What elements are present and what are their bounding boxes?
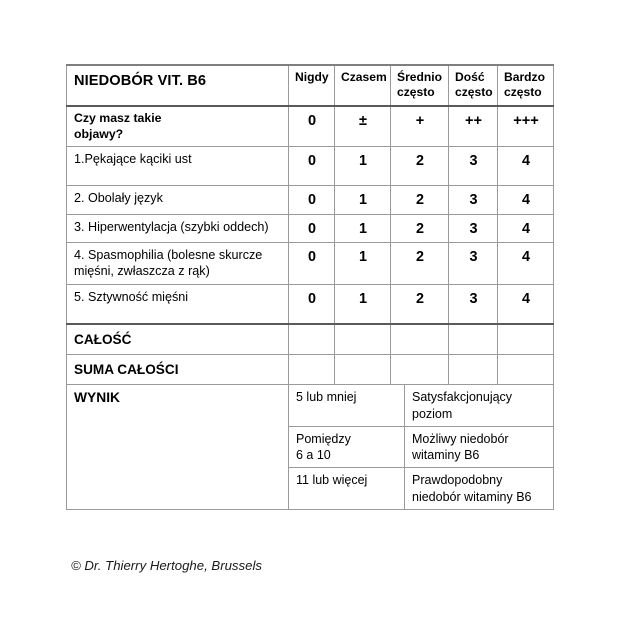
- column-header-bardzo-line2: często: [504, 85, 542, 100]
- symptom-label-5: 5. Sztywność mięśni: [67, 284, 289, 324]
- result-range-2-line1: Pomiędzy: [296, 431, 351, 446]
- result-scale-container: [289, 385, 554, 510]
- symptom-3-score-srednio[interactable]: 2: [391, 214, 449, 242]
- column-header-dosc-line1: Dość: [455, 70, 485, 84]
- total-suma-czasem[interactable]: [335, 354, 391, 384]
- total-calosc-nigdy[interactable]: [289, 324, 335, 355]
- total-calosc-srednio[interactable]: [391, 324, 449, 355]
- column-header-dosc-czesto: [449, 65, 498, 106]
- column-header-czasem: Czasem: [335, 65, 391, 106]
- copyright-credit: © Dr. Thierry Hertoghe, Brussels: [71, 558, 262, 573]
- result-scale-row: [289, 468, 553, 509]
- symptom-1-score-srednio[interactable]: 2: [391, 147, 449, 186]
- column-header-nigdy: Nigdy: [289, 65, 335, 106]
- legend-value-srednio: +: [391, 106, 449, 147]
- symptom-4-score-czasem[interactable]: 1: [335, 243, 391, 284]
- total-suma-srednio[interactable]: [391, 354, 449, 384]
- total-suma-bardzo[interactable]: [498, 354, 554, 384]
- symptom-1-score-nigdy[interactable]: 0: [289, 147, 335, 186]
- symptom-3-score-bardzo[interactable]: 4: [498, 214, 554, 242]
- legend-value-bardzo: +++: [498, 106, 554, 147]
- total-suma-nigdy[interactable]: [289, 354, 335, 384]
- symptom-2-score-srednio[interactable]: 2: [391, 186, 449, 214]
- symptom-2-score-dosc[interactable]: 3: [449, 186, 498, 214]
- symptom-label-3: 3. Hiperwentylacja (szybki oddech): [67, 214, 289, 242]
- symptom-4-score-nigdy[interactable]: 0: [289, 243, 335, 284]
- symptom-1-score-czasem[interactable]: 1: [335, 147, 391, 186]
- symptom-1-score-bardzo[interactable]: 4: [498, 147, 554, 186]
- result-verdict-1: Satysfakcjonujący poziom: [405, 385, 554, 426]
- symptom-2-score-nigdy[interactable]: 0: [289, 186, 335, 214]
- table-row: [67, 243, 554, 284]
- symptom-5-score-nigdy[interactable]: 0: [289, 284, 335, 324]
- total-calosc-bardzo[interactable]: [498, 324, 554, 355]
- result-row: [67, 385, 554, 510]
- symptom-5-score-dosc[interactable]: 3: [449, 284, 498, 324]
- column-header-srednio-line2: często: [397, 85, 435, 100]
- total-label-calosc: CAŁOŚĆ: [67, 324, 289, 355]
- total-calosc-czasem[interactable]: [335, 324, 391, 355]
- result-range-2: [289, 426, 405, 468]
- legend-value-nigdy: 0: [289, 106, 335, 147]
- symptom-label-4: 4. Spasmophilia (bolesne skurcze mięśni, zwłaszcza z rąk): [67, 243, 289, 284]
- total-calosc-dosc[interactable]: [449, 324, 498, 355]
- symptom-4-score-bardzo[interactable]: 4: [498, 243, 554, 284]
- symptom-2-score-bardzo[interactable]: 4: [498, 186, 554, 214]
- vitamin-b6-deficiency-table: [66, 64, 554, 510]
- column-header-bardzo-line1: Bardzo: [504, 70, 545, 84]
- table-row: [67, 186, 554, 214]
- symptom-4-score-srednio[interactable]: 2: [391, 243, 449, 284]
- table-row: [67, 284, 554, 324]
- result-range-1: 5 lub mniej: [289, 385, 405, 426]
- total-row-suma-calosci: [67, 354, 554, 384]
- result-scale-row: [289, 385, 553, 426]
- legend-value-czasem: ±: [335, 106, 391, 147]
- result-range-3: 11 lub więcej: [289, 468, 405, 509]
- symptom-1-score-dosc[interactable]: 3: [449, 147, 498, 186]
- legend-value-dosc: ++: [449, 106, 498, 147]
- legend-question-line2: objawy?: [74, 126, 124, 141]
- symptom-3-score-nigdy[interactable]: 0: [289, 214, 335, 242]
- symptom-label-2: 2. Obolały język: [67, 186, 289, 214]
- symptom-5-score-srednio[interactable]: 2: [391, 284, 449, 324]
- result-verdict-2: Możliwy niedobór witaminy B6: [405, 426, 554, 468]
- table-row: [67, 147, 554, 186]
- result-scale-row: [289, 426, 553, 468]
- column-header-dosc-line2: często: [455, 85, 493, 100]
- symptom-2-score-czasem[interactable]: 1: [335, 186, 391, 214]
- symptom-4-score-dosc[interactable]: 3: [449, 243, 498, 284]
- result-verdict-3: Prawdopodobny niedobór witaminy B6: [405, 468, 554, 509]
- symptom-3-score-czasem[interactable]: 1: [335, 214, 391, 242]
- column-header-bardzo-czesto: [498, 65, 554, 106]
- total-suma-dosc[interactable]: [449, 354, 498, 384]
- legend-row: [67, 106, 554, 147]
- result-range-2-line2: 6 a 10: [296, 448, 331, 463]
- symptom-5-score-czasem[interactable]: 1: [335, 284, 391, 324]
- column-header-srednio-line1: Średnio: [397, 70, 443, 84]
- table-header-row: [67, 65, 554, 106]
- legend-question-line1: Czy masz takie: [74, 110, 162, 125]
- result-scale-table: [289, 385, 553, 509]
- column-header-srednio-czesto: [391, 65, 449, 106]
- symptom-3-score-dosc[interactable]: 3: [449, 214, 498, 242]
- symptom-5-score-bardzo[interactable]: 4: [498, 284, 554, 324]
- symptom-label-1: 1.Pękające kąciki ust: [67, 147, 289, 186]
- table-row: [67, 214, 554, 242]
- legend-question: [67, 106, 289, 147]
- total-row-calosc: [67, 324, 554, 355]
- table-title: NIEDOBÓR VIT. B6: [67, 65, 289, 106]
- total-label-suma-calosci: SUMA CAŁOŚCI: [67, 354, 289, 384]
- result-label: WYNIK: [67, 385, 289, 510]
